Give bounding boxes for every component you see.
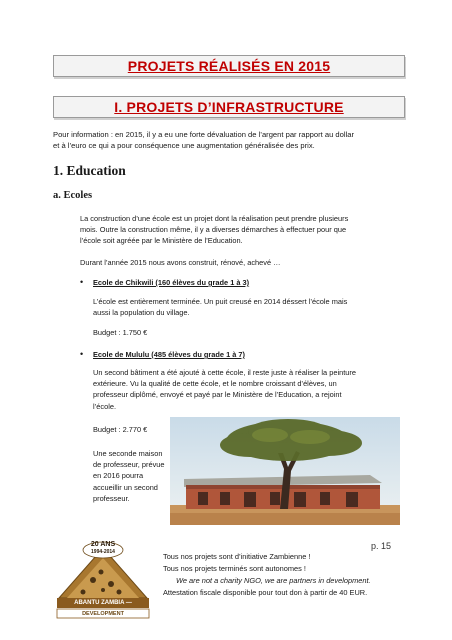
paragraph-durant: Durant l’année 2015 nous avons construit, rénové, achevé … [80, 258, 281, 267]
school2-note [93, 448, 173, 504]
note-line: professeur. [93, 493, 130, 503]
section-title-box [53, 96, 405, 118]
paragraph-line: La construction d’une école est un projet dont la réalisation peut prendre plusieurs [80, 214, 349, 223]
footer-line-4: Attestation fiscale disponible pour tout don à partir de 40 EUR. [163, 588, 368, 597]
text-line: extérieure. Vu la qualité de cette école, et le nombre croissant d’élèves, un [93, 379, 337, 389]
school-title: Ecole de Mululu (485 élèves du grade 1 à 7) [93, 350, 245, 359]
text-line: l’école. [93, 401, 117, 411]
footer-line-2: Tous nos projets terminés sont autonomes ! [163, 564, 306, 573]
logo-years-top: 20 ANS [90, 541, 116, 548]
text-line: professeur diplômé, envoyé et payé par le Ministère de l’Education, a rejoint [93, 390, 342, 400]
note-line: Une seconde maison [93, 449, 163, 458]
school1-budget: Budget : 1.750 € [93, 328, 148, 337]
abantu-logo [53, 540, 153, 622]
school2-text [93, 367, 400, 412]
logo-years [83, 541, 123, 555]
text-line: L’école est entièrement terminée. Un puit creusé en 2014 déssert l’école mais [93, 297, 348, 306]
paragraph-construction [80, 213, 400, 247]
logo-sub: DEVELOPMENT [82, 611, 124, 617]
section-title: I. PROJETS D’INFRASTRUCTURE [114, 99, 344, 115]
paragraph-line: l’école soit agréée par le Ministère de l’Education. [80, 236, 243, 246]
list-item-chikwili [80, 277, 249, 288]
intro-line: Pour information : en 2015, il y a eu une forte dévaluation de l’argent par rapport au dollar [53, 130, 354, 139]
school-photo-illustration [170, 417, 400, 525]
school1-text [93, 296, 400, 318]
bullet-dot-icon: • [80, 349, 84, 359]
bullet-dot-icon: • [80, 277, 84, 287]
list-item-mululu [80, 349, 245, 360]
heading-ecoles: a. Ecoles [53, 190, 93, 201]
page-title-box [53, 55, 405, 77]
school-title: Ecole de Chikwili (160 élèves du grade 1 à 3) [93, 278, 250, 287]
note-line: accueillir un second [93, 482, 158, 492]
logo-years-range: 1994-2014 [91, 549, 115, 555]
footer-line-1: Tous nos projets sont d’initiative Zambienne ! [163, 552, 311, 561]
heading-education: 1. Education [53, 163, 126, 178]
text-line: aussi la population du village. [93, 308, 190, 318]
note-line: de professeur, prévue [93, 460, 165, 470]
footer-line-3: We are not a charity NGO, we are partners in development. [176, 576, 371, 585]
note-line: en 2016 pourra [93, 471, 144, 481]
school2-budget: Budget : 2.770 € [93, 425, 148, 434]
text-line: Un second bâtiment a été ajouté à cette école, il reste juste à réaliser la peinture [93, 368, 356, 377]
paragraph-line: mois. Outre la construction même, il y a diverses démarches à effectuer pour que [80, 225, 347, 235]
page-number: p. 15 [371, 541, 392, 551]
intro-paragraph [53, 129, 403, 151]
page-title: PROJETS RÉALISÉS EN 2015 [127, 58, 331, 74]
intro-line: et à l’euro ce qui a pour conséquence une augmentation généralisée des prix. [53, 141, 315, 150]
school-photo [170, 417, 400, 525]
logo-name: ABANTU ZAMBIA — [74, 600, 132, 606]
